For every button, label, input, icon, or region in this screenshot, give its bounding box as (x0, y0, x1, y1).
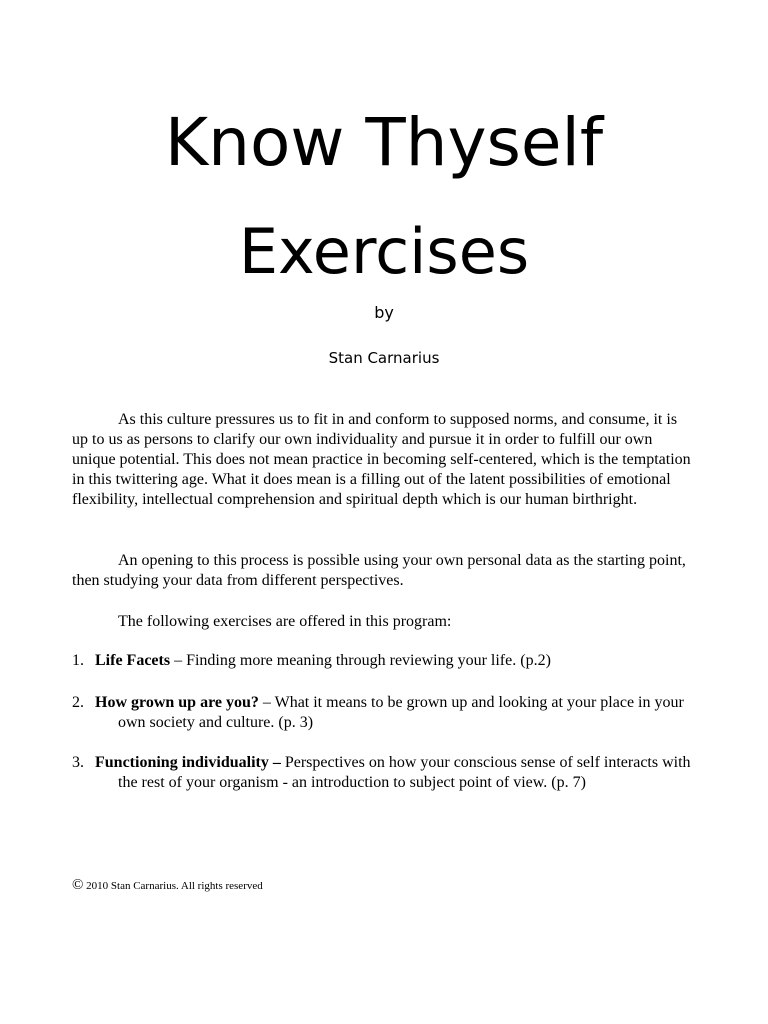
intro-paragraph (72, 410, 696, 510)
byline: by (374, 303, 394, 322)
exercise-item-how-grown-up (72, 693, 702, 733)
copyright-footer (72, 876, 263, 895)
copyright-icon: © (72, 877, 84, 893)
document-subtitle: Exercises (238, 215, 530, 288)
exercise-title: Functioning individuality – (95, 754, 281, 771)
exercise-item-life-facets (72, 651, 702, 671)
list-number: 3. (72, 754, 84, 771)
process-paragraph (72, 551, 696, 591)
exercise-description: – What it means to be grown up and looking at your place in your own society and culture. (p. 3) (118, 694, 684, 731)
exercise-description: – Finding more meaning through reviewing your life. (p.2) (170, 652, 551, 669)
paragraph-text: As this culture pressures us to fit in and conform to supposed norms, and consume, it is up to us as persons to clarify our own individuality and pursue it in order to fulfill our own unique potential. This does not mean practice in becoming self-centered, which is the temptation in this twittering age. What it does mean is a filling out of the latent possibilities of emotional flexibility, intellectual comprehension and spiritual depth which is our human birthright. (72, 411, 691, 508)
exercise-title: How grown up are you? (95, 694, 259, 711)
paragraph-text: The following exercises are offered in this program: (118, 613, 452, 630)
copyright-text: 2010 Stan Carnarius. All rights reserved (83, 880, 263, 892)
document-title: Know Thyself (164, 104, 604, 181)
exercise-item-functioning-individuality (72, 753, 702, 793)
list-number: 1. (72, 652, 84, 669)
paragraph-text: An opening to this process is possible using your own personal data as the starting point, then studying your data from different perspectives. (72, 552, 686, 589)
author-name: Stan Carnarius (328, 349, 440, 367)
exercise-title: Life Facets (95, 652, 171, 669)
exercises-intro-paragraph (72, 612, 696, 632)
list-number: 2. (72, 694, 84, 711)
exercise-description: Perspectives on how your conscious sense of self interacts with the rest of your organism - an introduction to subject point of view. (p. 7) (118, 754, 691, 791)
